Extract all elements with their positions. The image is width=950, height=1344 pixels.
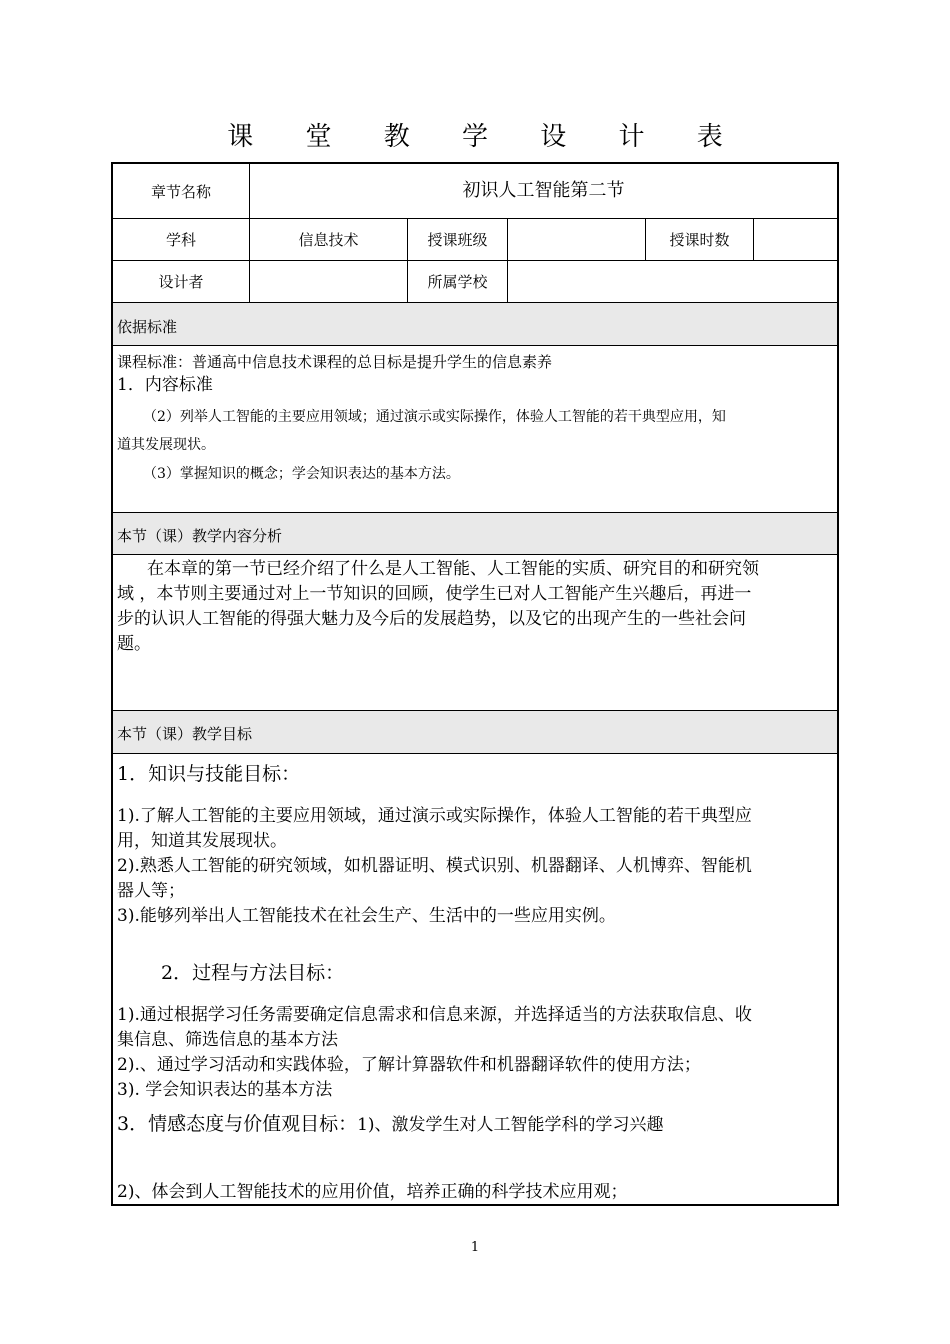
divider	[113, 710, 837, 711]
objective-item: 器人等；	[117, 881, 185, 901]
standards-line: 1．内容标准	[117, 375, 213, 395]
subject-value: 信息技术	[298, 230, 359, 249]
analysis-text: 域 ，本节则主要通过对上一节知识的回顾，使学生已对人工智能产生兴趣后，再进一	[117, 584, 752, 604]
standards-line: （3）掌握知识的概念；学会知识表达的基本方法。	[143, 466, 460, 482]
class-value	[508, 218, 645, 260]
analysis-text: 步的认识人工智能的得强大魅力及今后的发展趋势，以及它的出现产生的一些社会问	[117, 609, 746, 629]
standards-line: （2）列举人工智能的主要应用领域；通过演示或实际操作，体验人工智能的若干典型应用，知	[143, 409, 726, 425]
divider	[113, 753, 837, 754]
objective-item: 2).、通过学习活动和实践体验，了解计算器软件和机器翻译软件的使用方法；	[117, 1055, 701, 1075]
chapter-label: 章节名称	[150, 182, 211, 201]
standards-line: 课程标准：普通高中信息技术课程的总目标是提升学生的信息素养	[117, 353, 553, 371]
page-number: 1	[470, 1240, 480, 1255]
objective-item: 3). 学会知识表达的基本方法	[117, 1080, 333, 1100]
subject-label: 学科	[165, 230, 196, 249]
school-value	[508, 260, 837, 302]
objectives-label: 本节（课）教学目标	[117, 725, 253, 743]
objective-item: 1).通过根据学习任务需要确定信息需求和信息来源，并选择适当的方法获取信息、收	[117, 1005, 752, 1025]
objective-heading-row	[117, 1114, 833, 1136]
hours-label: 授课时数	[669, 230, 730, 249]
analysis-label: 本节（课）教学内容分析	[117, 527, 283, 545]
chapter-value: 初识人工智能第二节	[462, 180, 625, 201]
standards-label: 依据标准	[117, 318, 178, 336]
objective-item: 用，知道其发展现状。	[117, 831, 287, 851]
objective-heading: 3．情感态度与价值观目标：	[117, 1113, 358, 1135]
objective-item: 1).了解人工智能的主要应用领域，通过演示或实际操作，体验人工智能的若干典型应	[117, 806, 752, 826]
objective-item: 1)、激发学生对人工智能学科的学习兴趣	[357, 1115, 664, 1135]
school-label: 所属学校	[427, 272, 488, 291]
page-title: 课 堂 教 学 设 计 表	[227, 122, 745, 152]
class-label: 授课班级	[427, 230, 488, 249]
analysis-text: 题。	[117, 634, 151, 654]
objective-item: 2).熟悉人工智能的研究领域，如机器证明、模式识别、机器翻译、人机博弈、智能机	[117, 856, 752, 876]
objective-heading: 2．过程与方法目标：	[161, 962, 345, 984]
hours-value	[754, 218, 837, 260]
objective-item: 2)、体会到人工智能技术的应用价值，培养正确的科学技术应用观；	[117, 1182, 628, 1202]
divider	[113, 345, 837, 346]
objective-item: 集信息、筛选信息的基本方法	[117, 1030, 338, 1050]
designer-value	[250, 260, 407, 302]
objective-item: 3).能够列举出人工智能技术在社会生产、生活中的一些应用实例。	[117, 906, 616, 926]
divider	[113, 302, 837, 303]
standards-line: 道其发展现状。	[117, 437, 215, 453]
analysis-text: 在本章的第一节已经介绍了什么是人工智能、人工智能的实质、研究目的和研究领	[147, 559, 759, 579]
designer-label: 设计者	[158, 272, 204, 291]
standards-header-bg	[113, 302, 837, 345]
design-table	[111, 162, 839, 1206]
divider	[113, 554, 837, 555]
objective-heading: 1．知识与技能目标：	[117, 763, 301, 785]
divider	[113, 512, 837, 513]
